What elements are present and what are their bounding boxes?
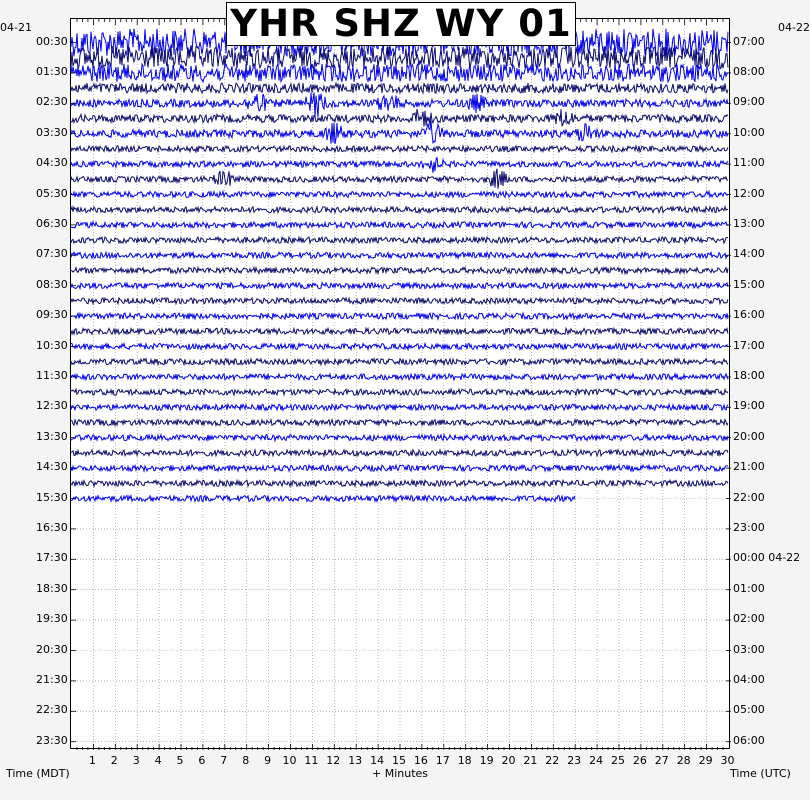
seismic-trace xyxy=(71,344,728,350)
seismic-trace xyxy=(71,109,728,127)
right-time-tick: 06:00 xyxy=(733,733,765,747)
right-time-tick: 01:00 xyxy=(733,581,765,595)
x-tick-label: 9 xyxy=(264,754,272,767)
left-time-tick: 19:30 xyxy=(36,612,68,626)
x-tick-label: 13 xyxy=(348,754,363,767)
x-tick-label: 12 xyxy=(326,754,341,767)
seismic-trace xyxy=(71,374,728,380)
x-tick-label: 15 xyxy=(392,754,406,767)
x-tick-label: 16 xyxy=(413,754,428,767)
x-tick-label: 22 xyxy=(545,754,560,767)
right-time-tick: 10:00 xyxy=(733,125,765,139)
left-time-tick: 12:30 xyxy=(36,399,68,413)
x-tick-label: 10 xyxy=(282,754,297,767)
left-time-tick: 02:30 xyxy=(36,95,68,109)
x-tick-label: 24 xyxy=(589,754,604,767)
seismic-trace xyxy=(71,450,728,456)
seismic-trace xyxy=(71,237,728,243)
right-time-tick: 18:00 xyxy=(733,368,765,382)
x-tick-label: 4 xyxy=(154,754,162,767)
left-time-tick: 00:30 xyxy=(36,34,68,48)
grid xyxy=(71,19,731,750)
traces xyxy=(71,29,728,502)
x-tick-label: 1 xyxy=(88,754,96,767)
right-time-tick: 00:00 04-22 xyxy=(733,551,801,565)
right-time-tick: 21:00 xyxy=(733,460,765,474)
seismic-trace xyxy=(71,298,728,304)
left-time-tick: 22:30 xyxy=(36,703,68,717)
right-time-tick: 12:00 xyxy=(733,186,765,200)
seismic-trace xyxy=(71,268,728,274)
seismic-trace xyxy=(71,404,728,410)
x-tick-label: 21 xyxy=(523,754,538,767)
left-time-tick: 18:30 xyxy=(36,581,68,595)
right-time-tick: 19:00 xyxy=(733,399,765,413)
left-time-tick: 13:30 xyxy=(36,429,68,443)
left-time-tick: 05:30 xyxy=(36,186,68,200)
left-time-tick: 15:30 xyxy=(36,490,68,504)
left-time-tick: 09:30 xyxy=(36,308,68,322)
right-date-label: 04-22 xyxy=(764,551,801,565)
x-tick-label: 25 xyxy=(611,754,625,767)
x-tick-label: 2 xyxy=(110,754,118,767)
left-time-tick: 10:30 xyxy=(36,338,68,352)
right-top-date-label: 04-22 xyxy=(778,21,810,34)
x-tick-label: 8 xyxy=(242,754,250,767)
helicorder-svg xyxy=(71,19,731,750)
left-time-tick: 07:30 xyxy=(36,247,68,261)
seismic-trace xyxy=(71,192,728,198)
x-tick-label: 17 xyxy=(435,754,450,767)
seismic-trace xyxy=(71,420,728,426)
left-time-tick: 14:30 xyxy=(36,460,68,474)
right-time-tick: 15:00 xyxy=(733,277,765,291)
x-tick-label: 3 xyxy=(132,754,140,767)
right-time-tick: 20:00 xyxy=(733,429,765,443)
right-time-tick: 02:00 xyxy=(733,612,765,626)
x-axis-title: + Minutes xyxy=(372,767,429,780)
right-time-tick: 16:00 xyxy=(733,308,765,322)
left-time-tick: 04:30 xyxy=(36,156,68,170)
x-tick-label: 14 xyxy=(370,754,385,767)
left-time-tick: 11:30 xyxy=(36,368,68,382)
x-tick-label: 20 xyxy=(501,754,516,767)
right-time-tick: 11:00 xyxy=(733,156,765,170)
right-time-tick: 05:00 xyxy=(733,703,765,717)
x-tick-label: 23 xyxy=(567,754,582,767)
x-tick-label: 19 xyxy=(479,754,494,767)
seismic-trace xyxy=(71,480,728,486)
left-time-tick: 21:30 xyxy=(36,672,68,686)
right-time-tick: 22:00 xyxy=(733,490,765,504)
right-time-tick: 14:00 xyxy=(733,247,765,261)
left-time-tick: 16:30 xyxy=(36,520,68,534)
chart-title: YHR SHZ WY 01 xyxy=(226,2,576,46)
x-tick-label: 5 xyxy=(176,754,184,767)
right-time-tick: 13:00 xyxy=(733,216,765,230)
x-tick-label: 11 xyxy=(304,754,319,767)
left-time-tick: 06:30 xyxy=(36,216,68,230)
seismic-trace xyxy=(71,92,728,117)
left-time-tick: 23:30 xyxy=(36,733,68,747)
seismic-trace xyxy=(71,328,728,334)
x-tick-label: 29 xyxy=(698,754,713,767)
right-time-tick: 09:00 xyxy=(733,95,765,109)
right-axis-title: Time (UTC) xyxy=(730,767,791,780)
left-time-tick: 01:30 xyxy=(36,64,68,78)
seismic-trace xyxy=(71,146,728,152)
x-tick-label: 30 xyxy=(720,754,735,767)
x-tick-label: 26 xyxy=(632,754,647,767)
helicorder-plot xyxy=(70,18,730,749)
right-time-tick: 23:00 xyxy=(733,520,765,534)
x-tick-label: 7 xyxy=(220,754,228,767)
left-time-tick: 08:30 xyxy=(36,277,68,291)
seismic-trace xyxy=(71,83,728,93)
seismic-trace xyxy=(71,389,728,395)
right-time-tick: 07:00 xyxy=(733,34,765,48)
left-time-tick: 20:30 xyxy=(36,642,68,656)
left-axis-title: Time (MDT) xyxy=(6,767,70,780)
x-tick-label: 6 xyxy=(198,754,206,767)
right-time-tick: 08:00 xyxy=(733,64,765,78)
seismic-trace xyxy=(71,64,728,82)
seismic-trace xyxy=(71,359,728,365)
x-tick-label: 18 xyxy=(457,754,472,767)
left-time-tick: 17:30 xyxy=(36,551,68,565)
seismic-trace xyxy=(71,157,728,173)
right-time-tick: 17:00 xyxy=(733,338,765,352)
seismic-trace xyxy=(71,465,728,471)
right-time-tick: 03:00 xyxy=(733,642,765,656)
seismic-trace xyxy=(71,169,728,189)
left-time-tick: 03:30 xyxy=(36,125,68,139)
seismic-trace xyxy=(71,207,728,213)
x-tick-label: 27 xyxy=(654,754,669,767)
left-date-label: 04-21 xyxy=(0,21,32,34)
seismic-trace xyxy=(71,222,728,228)
right-time-tick: 04:00 xyxy=(733,672,765,686)
tick-marks xyxy=(71,19,731,750)
x-tick-label: 28 xyxy=(676,754,691,767)
seismic-trace xyxy=(71,121,728,144)
